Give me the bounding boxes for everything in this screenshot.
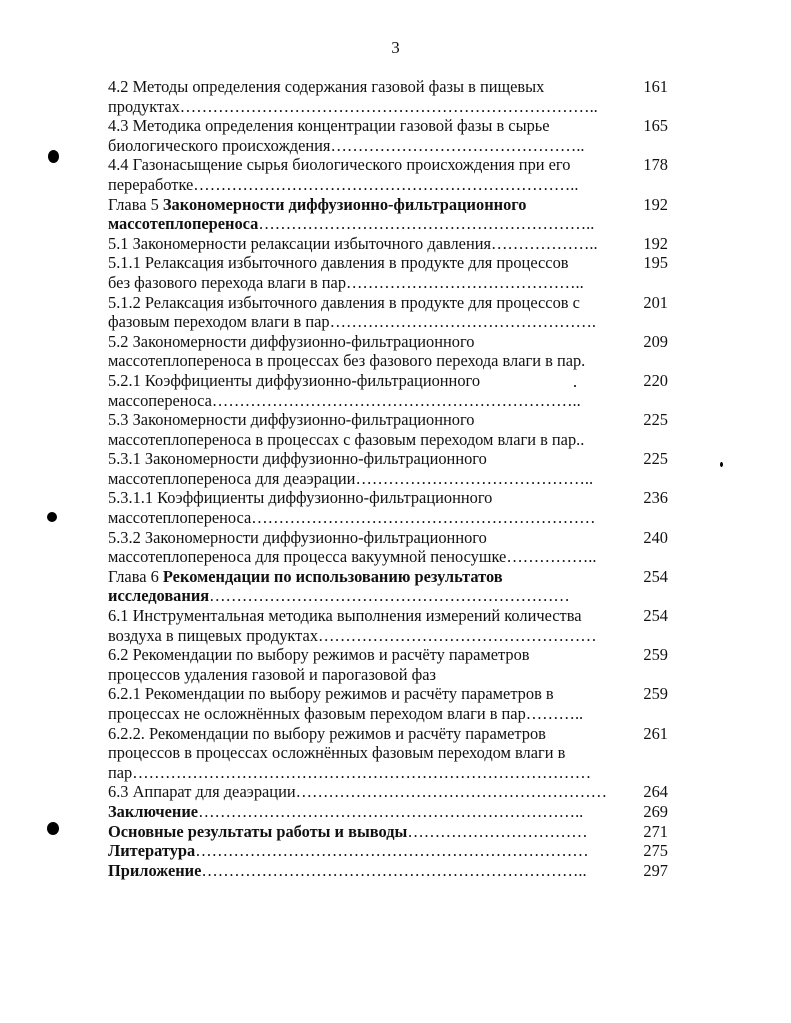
toc-text: переработке…………………………………………………………….. <box>108 174 579 194</box>
toc-entry-line <box>108 430 620 450</box>
scan-speck-left-bottom <box>47 822 59 835</box>
toc-page-number: 264 <box>643 782 668 802</box>
toc-entry-line <box>108 547 620 567</box>
toc-entry-line <box>108 391 620 411</box>
toc-bold-text: Рекомендации по использованию результатов <box>162 566 503 586</box>
toc-entry-line <box>108 488 620 508</box>
toc-entry-line <box>108 273 620 293</box>
toc-page-number: 254 <box>643 606 668 626</box>
toc-entry-line <box>108 77 620 97</box>
toc-page-number: 225 <box>643 449 668 469</box>
toc-entry <box>108 77 668 116</box>
toc-text: массотеплопереноса в процессах без фазового перехода влаги в пар. <box>108 351 586 371</box>
toc-entry-line <box>108 116 620 136</box>
toc-entry-line <box>108 155 620 175</box>
toc-text: Глава 5 <box>108 194 163 214</box>
toc-entry <box>108 332 668 371</box>
toc-entry-line <box>108 253 620 273</box>
toc-entry-title <box>108 841 620 861</box>
toc-entry-title <box>108 645 620 684</box>
toc-text: 4.3 Методика определения концентрации газовой фазы в сырье <box>108 116 550 136</box>
toc-entry-title <box>108 488 620 527</box>
toc-entry-line <box>108 214 620 234</box>
toc-entry-title <box>108 822 620 842</box>
toc-entry-line <box>108 567 620 587</box>
toc-text: без фазового перехода влаги в пар…………………………………….. <box>108 272 584 292</box>
toc-text: 6.2.2. Рекомендации по выбору режимов и расчёту параметров <box>108 723 546 743</box>
toc-entry-line <box>108 508 620 528</box>
toc-text: …………………………………………………………….. <box>198 801 584 821</box>
toc-page-number: 275 <box>643 841 668 861</box>
toc-text: продуктах………………………………………………………………….. <box>108 96 598 116</box>
toc-entry-line <box>108 234 620 254</box>
toc-page-number: 236 <box>643 488 668 508</box>
toc-bold-text: Заключение <box>108 801 199 821</box>
toc-entry <box>108 724 668 783</box>
toc-entry-line <box>108 586 620 606</box>
toc-entry-line <box>108 861 620 881</box>
toc-entry-title <box>108 724 620 783</box>
toc-text: процессов удаления газовой и парогазовой фаз <box>108 664 436 684</box>
toc-text: 5.3.1 Закономерности диффузионно-фильтрационного <box>108 449 487 469</box>
toc-text: массотеплопереноса……………………………………………………… <box>108 508 596 528</box>
toc-entry-line <box>108 606 620 626</box>
toc-entry-line <box>108 449 620 469</box>
toc-entry <box>108 684 668 723</box>
toc-page-number: 297 <box>643 860 668 880</box>
toc-text: массопереноса………………………………………………………….. <box>108 390 581 410</box>
toc-text: 5.3 Закономерности диффузионно-фильтрационного <box>108 410 475 430</box>
toc-entry-line <box>108 802 620 822</box>
toc-text: массотеплопереноса в процессах с фазовым переходом влаги в пар.. <box>108 429 585 449</box>
toc-entry <box>108 293 668 332</box>
toc-text: биологического происхождения……………………………………….. <box>108 135 585 155</box>
toc-text: пар………………………………………………………………………… <box>108 762 592 782</box>
toc-text: Глава 6 <box>108 566 163 586</box>
toc-page-number: 225 <box>643 410 668 430</box>
toc-entry-line <box>108 782 620 802</box>
scan-speck-left-top <box>48 150 59 163</box>
toc-entry <box>108 528 668 567</box>
toc-entry <box>108 841 668 861</box>
toc-entry-title <box>108 234 620 254</box>
toc-page-number: 192 <box>643 233 668 253</box>
scan-speck-left-middle <box>47 512 57 522</box>
page-number: 3 <box>391 38 400 57</box>
toc-entry-line <box>108 743 620 763</box>
toc-text: 5.1.2 Релаксация избыточного давления в продукте для процессов с <box>108 292 580 312</box>
toc-entry-title <box>108 332 620 371</box>
toc-entry-title <box>108 861 620 881</box>
toc-text: …………………………………………………….. <box>258 214 595 234</box>
toc-page-number: 161 <box>643 77 668 96</box>
toc-text: 6.3 Аппарат для деаэрации………………………………………………… <box>108 782 608 802</box>
toc-entry-line <box>108 665 620 685</box>
toc-entry-title <box>108 371 620 410</box>
toc-entry <box>108 116 668 155</box>
toc-entry <box>108 488 668 527</box>
toc-entry-line <box>108 841 620 861</box>
toc-text: 5.2 Закономерности диффузионно-фильтрационного <box>108 331 475 351</box>
toc-entry-line <box>108 332 620 352</box>
toc-entry-title <box>108 410 620 449</box>
toc-entry-title <box>108 155 620 194</box>
toc-text: 5.3.1.1 Коэффициенты диффузионно-фильтрационного <box>108 488 493 508</box>
toc-entry-title <box>108 567 620 606</box>
toc-page-number: 209 <box>643 331 668 351</box>
toc-bold-text: Приложение <box>108 860 202 880</box>
toc-entry-title <box>108 782 620 802</box>
toc-bold-text: Основные результаты работы и выводы <box>108 821 408 841</box>
toc-page-number: 259 <box>643 645 668 665</box>
toc-text: 6.2.1 Рекомендации по выбору режимов и расчёту параметров в <box>108 684 554 704</box>
toc-entry-line <box>108 351 620 371</box>
toc-entry-title <box>108 684 620 723</box>
toc-page-number: 259 <box>643 684 668 704</box>
toc-entry-line <box>108 195 620 215</box>
toc-page-number: 192 <box>643 194 668 214</box>
toc-text: 6.2 Рекомендации по выбору режимов и расчёту параметров <box>108 645 530 665</box>
toc-text: 4.2 Методы определения содержания газовой фазы в пищевых <box>108 77 545 96</box>
toc-entry-line <box>108 763 620 783</box>
scan-speck-right <box>720 462 723 467</box>
toc-bold-text: Литература <box>108 841 196 861</box>
toc-entry-title <box>108 606 620 645</box>
toc-entry <box>108 234 668 254</box>
toc-entry-line <box>108 312 620 332</box>
toc-entry-title <box>108 77 620 116</box>
toc-text: 5.1.1 Релаксация избыточного давления в продукте для процессов <box>108 253 569 273</box>
toc-entry-line <box>108 469 620 489</box>
table-of-contents <box>108 77 668 880</box>
toc-text: воздуха в пищевых продуктах…………………………………………… <box>108 625 597 645</box>
toc-entry-line <box>108 410 620 430</box>
toc-entry-line <box>108 645 620 665</box>
toc-bold-text: исследования <box>108 586 210 606</box>
toc-text: массотеплопереноса для процесса вакуумной пеносушке…………….. <box>108 547 597 567</box>
toc-entry-line <box>108 822 620 842</box>
toc-page-number: 220 <box>643 370 668 390</box>
toc-text: 5.2.1 Коэффициенты диффузионно-фильтрационного <box>108 370 481 390</box>
toc-page-number: 254 <box>643 566 668 586</box>
toc-page-number: 165 <box>643 116 668 136</box>
toc-entry-title <box>108 195 620 234</box>
toc-entry-title <box>108 528 620 567</box>
toc-entry <box>108 606 668 645</box>
toc-entry <box>108 410 668 449</box>
toc-entry <box>108 449 668 488</box>
toc-text: ……………………………………………………………… <box>195 841 589 861</box>
toc-text: …………………………………………………………….. <box>201 860 587 880</box>
toc-page-number: 261 <box>643 723 668 743</box>
toc-entry-line <box>108 626 620 646</box>
toc-entry-title <box>108 449 620 488</box>
toc-text: 6.1 Инструментальная методика выполнения измерений количества <box>108 606 582 626</box>
toc-page-number: 240 <box>643 527 668 547</box>
toc-page-number: 269 <box>643 801 668 821</box>
toc-entry-line <box>108 684 620 704</box>
toc-entry <box>108 782 668 802</box>
toc-entry <box>108 195 668 234</box>
toc-page-number: 195 <box>643 253 668 273</box>
toc-entry-title <box>108 253 620 292</box>
toc-text: фазовым переходом влаги в пар…………………………………………. <box>108 312 596 332</box>
toc-bold-text: Закономерности диффузионно-фильтрационного <box>162 194 527 214</box>
toc-bold-text: массотеплопереноса <box>108 214 259 234</box>
toc-entry <box>108 371 668 410</box>
toc-entry <box>108 861 668 881</box>
toc-text: ………………………………………………………… <box>209 586 570 606</box>
toc-entry-line <box>108 371 620 391</box>
toc-entry <box>108 567 668 606</box>
toc-entry <box>108 645 668 684</box>
toc-text: 5.1 Закономерности релаксации избыточного давления……………….. <box>108 233 598 253</box>
toc-text: 5.3.2 Закономерности диффузионно-фильтрационного <box>108 527 487 547</box>
toc-text: процессов в процессах осложнённых фазовым переходом влаги в <box>108 743 566 763</box>
toc-entry-title <box>108 116 620 155</box>
toc-entry-line <box>108 97 620 117</box>
toc-page-number: 178 <box>643 155 668 175</box>
toc-entry-line <box>108 528 620 548</box>
toc-page-number: 271 <box>643 821 668 841</box>
toc-text: …………………………… <box>407 821 588 841</box>
toc-entry-line <box>108 293 620 313</box>
toc-entry <box>108 155 668 194</box>
toc-entry-line <box>108 175 620 195</box>
toc-text: 4.4 Газонасыщение сырья биологического происхождения при его <box>108 155 571 175</box>
toc-entry-line <box>108 136 620 156</box>
toc-entry <box>108 253 668 292</box>
toc-entry-title <box>108 293 620 332</box>
scan-speck-small <box>574 385 576 387</box>
toc-page-number: 201 <box>643 292 668 312</box>
toc-entry-line <box>108 724 620 744</box>
toc-entry-title <box>108 802 620 822</box>
toc-text: массотеплопереноса для деаэрации…………………………………….. <box>108 468 594 488</box>
toc-entry <box>108 802 668 822</box>
toc-entry-line <box>108 704 620 724</box>
toc-entry <box>108 822 668 842</box>
toc-text: процессах не осложнённых фазовым переходом влаги в пар……….. <box>108 704 584 723</box>
